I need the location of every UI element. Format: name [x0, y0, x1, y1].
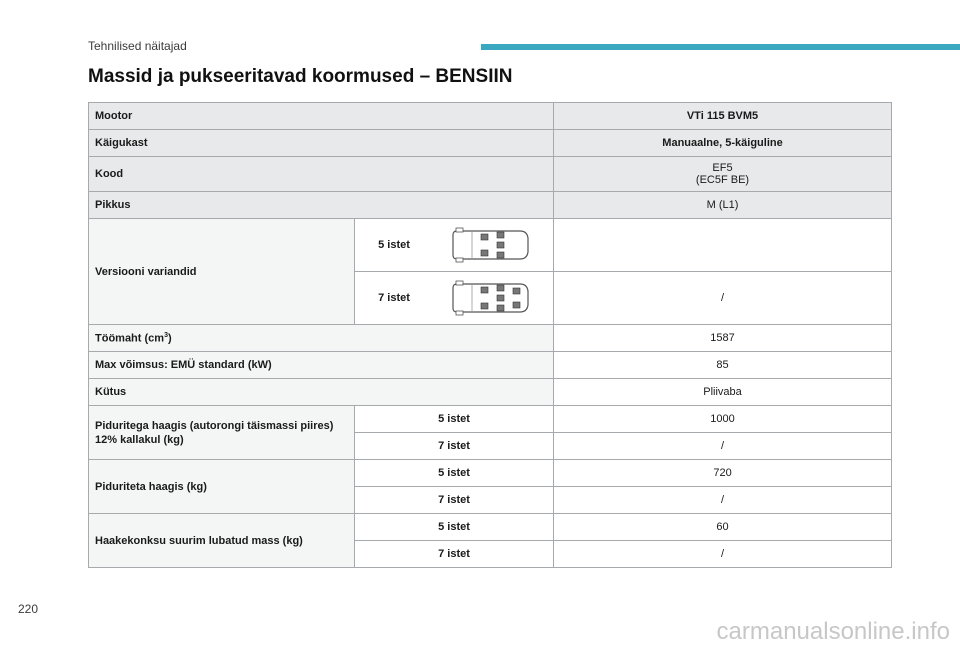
table-row-towbar-5	[89, 514, 892, 541]
towbar-7-value: /	[554, 541, 892, 568]
table-row-engine	[89, 103, 892, 130]
towbar-mass-label: Haakekonksu suurim lubatud mass (kg)	[89, 514, 355, 568]
code-label: Kood	[89, 157, 554, 192]
braked-7-seats: 7 istet	[355, 433, 554, 460]
table-row-code	[89, 157, 892, 192]
table-row-power	[89, 352, 892, 379]
unbraked-5-value: 720	[554, 460, 892, 487]
unbraked-7-seats: 7 istet	[355, 487, 554, 514]
table-row-displacement	[89, 325, 892, 352]
length-value: M (L1)	[554, 192, 892, 219]
variant-5-value	[554, 219, 892, 272]
gearbox-value: Manuaalne, 5-käiguline	[554, 130, 892, 157]
gearbox-label: Käigukast	[89, 130, 554, 157]
page-number: 220	[18, 602, 39, 616]
displacement-label-text: Töömaht (cm	[95, 332, 165, 345]
fuel-value: Pliivaba	[554, 379, 892, 406]
displacement-label-end: )	[167, 332, 172, 345]
power-label: Max võimsus: EMÜ standard (kW)	[89, 352, 554, 379]
variant-7-cell	[355, 272, 554, 325]
braked-7-value: /	[554, 433, 892, 460]
variant-5-seats-label: 5 istet	[378, 239, 410, 251]
page-title: Massid ja pukseeritavad koormused – BENSIIN	[88, 66, 513, 87]
table-row-length	[89, 192, 892, 219]
engine-value: VTi 115 BVM5	[554, 103, 892, 130]
power-value: 85	[554, 352, 892, 379]
towbar-5-value: 60	[554, 514, 892, 541]
section-label: Tehnilised näitajad	[88, 39, 187, 53]
table-row-variant-5	[89, 219, 892, 272]
table-row-gearbox	[89, 130, 892, 157]
variant-7-value: /	[554, 272, 892, 325]
towbar-5-seats: 5 istet	[355, 514, 554, 541]
variant-5-cell	[355, 219, 554, 272]
table-row-braked-5	[89, 406, 892, 433]
towbar-7-seats: 7 istet	[355, 541, 554, 568]
code-value	[554, 157, 892, 192]
braked-5-value: 1000	[554, 406, 892, 433]
unbraked-trailer-label: Piduriteta haagis (kg)	[89, 460, 355, 514]
table-row-fuel	[89, 379, 892, 406]
displacement-label-sup: 3	[164, 331, 168, 339]
watermark: carmanualsonline.info	[716, 618, 950, 645]
fuel-label: Kütus	[89, 379, 554, 406]
variant-7-seats-label: 7 istet	[378, 292, 410, 304]
code-value-line1: EF5	[712, 162, 733, 174]
car-seat-layout-7-icon	[450, 279, 530, 317]
table-row-unbraked-5	[89, 460, 892, 487]
length-label: Pikkus	[89, 192, 554, 219]
code-value-line2: (EC5F BE)	[695, 174, 750, 186]
specs-table	[88, 102, 892, 568]
variants-label: Versiooni variandid	[89, 219, 355, 325]
braked-trailer-label: Piduritega haagis (autorongi täismassi piires) 12% kallakul (kg)	[89, 406, 355, 460]
unbraked-5-seats: 5 istet	[355, 460, 554, 487]
unbraked-7-value: /	[554, 487, 892, 514]
displacement-value: 1587	[554, 325, 892, 352]
braked-5-seats: 5 istet	[355, 406, 554, 433]
engine-label: Mootor	[89, 103, 554, 130]
car-seat-layout-5-icon	[450, 226, 530, 264]
displacement-label	[89, 325, 554, 352]
header-accent-bar	[481, 44, 960, 50]
